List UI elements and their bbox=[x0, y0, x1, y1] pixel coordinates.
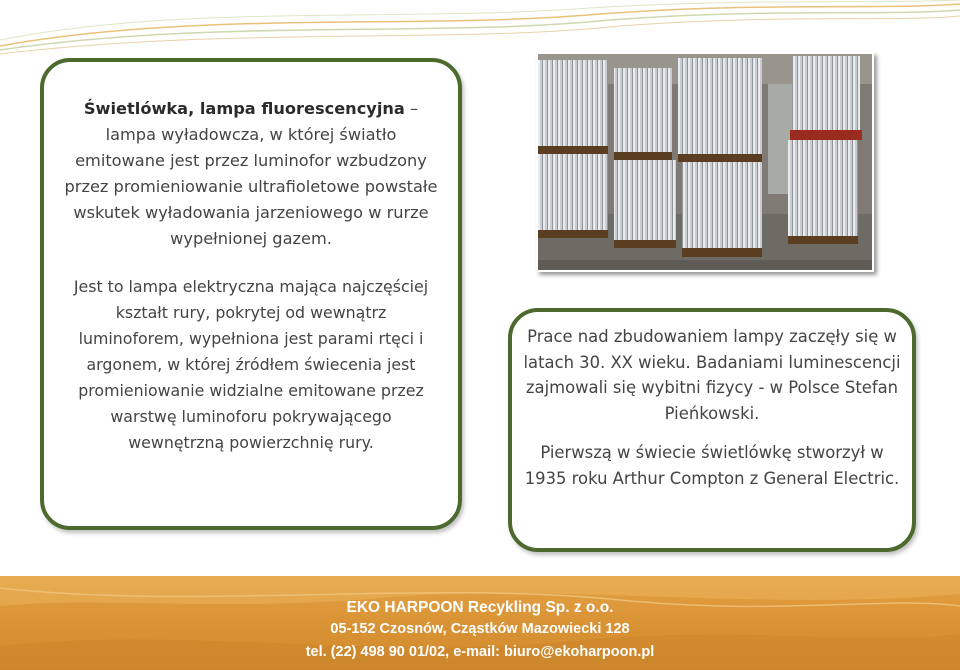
company-contact: tel. (22) 498 90 01/02, e-mail: biuro@ekoharpoon.pl bbox=[305, 644, 655, 660]
company-name: EKO HARPOON Recykling Sp. z o.o. bbox=[346, 599, 614, 616]
definition-paragraph bbox=[62, 96, 440, 252]
first-lamp-paragraph: Pierwszą w świecie świetlówkę stworzył w 1935 roku Arthur Compton z General Electric. bbox=[524, 443, 900, 488]
term-heading: Świetlówka, lampa fluorescencyjna bbox=[83, 99, 405, 118]
history-paragraph: Prace nad zbudowaniem lampy zaczęły się w latach 30. XX wieku. Badaniami luminescencji zajmowali się wybitni fizycy - w Polsce Stefan Pieńkowski. bbox=[523, 327, 901, 423]
warehouse-photo-illustration bbox=[538, 54, 872, 270]
company-address: 05-152 Czosnów, Cząstków Mazowiecki 128 bbox=[330, 621, 630, 637]
footer-contact-block bbox=[200, 598, 760, 664]
definition-box bbox=[40, 58, 462, 530]
description-paragraph: Jest to lampa elektryczna mająca najczęściej kształt rury, pokrytej od wewnątrz luminoforem, wypełniona jest parami rtęci i argonem, w której źródłem świecenia jest promieniowanie widzialne emitowane przez warstwę luminoforu pokrywającego wewnętrzną powierzchnię rury. bbox=[73, 277, 429, 452]
warehouse-photo bbox=[536, 52, 874, 272]
footer-bar bbox=[0, 576, 960, 670]
top-decoration-lines bbox=[0, 0, 960, 60]
history-box bbox=[508, 308, 916, 552]
definition-text: – lampa wyładowcza, w której światło emitowane jest przez luminofor wzbudzony przez promieniowanie ultrafioletowe powstałe wskutek wyładowania jarzeniowego w rurze wypełnionej gazem. bbox=[64, 99, 438, 248]
